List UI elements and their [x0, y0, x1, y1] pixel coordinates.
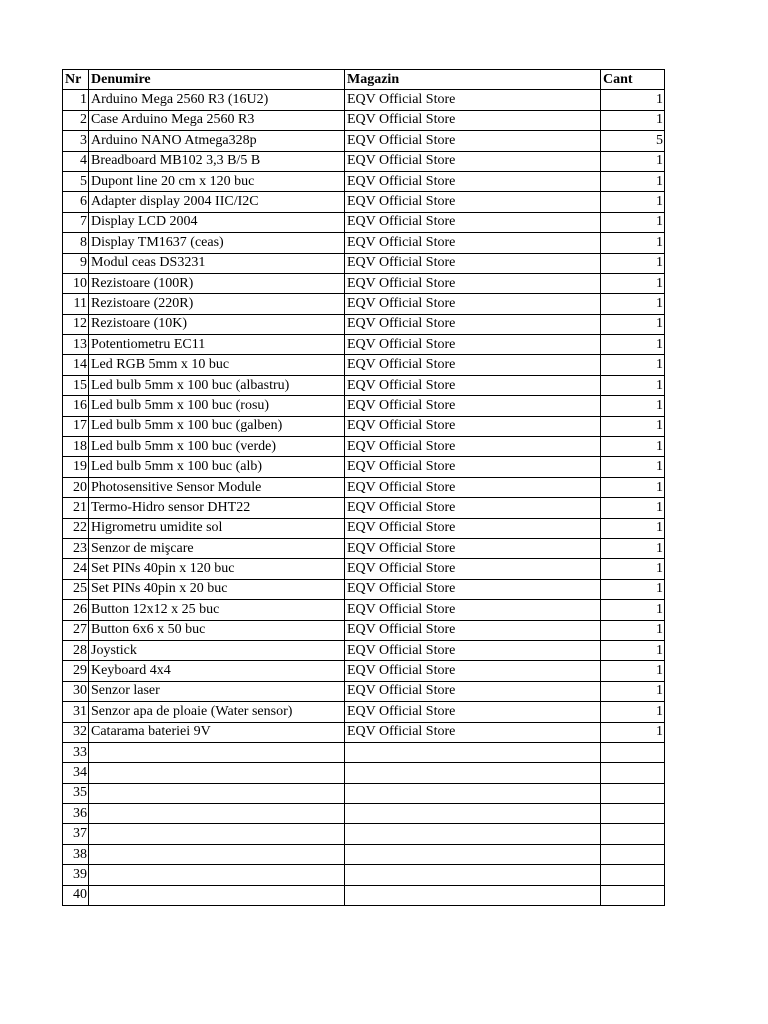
- store-name-cell: EQV Official Store: [345, 661, 601, 681]
- store-name-cell: EQV Official Store: [345, 375, 601, 395]
- row-number-cell: 35: [63, 783, 89, 803]
- item-name-cell: Arduino NANO Atmega328p: [89, 131, 345, 151]
- quantity-cell: 1: [601, 457, 665, 477]
- item-name-cell: Case Arduino Mega 2560 R3: [89, 110, 345, 130]
- table-row: [63, 804, 665, 824]
- table-row: [63, 253, 665, 273]
- table-row: [63, 477, 665, 497]
- item-name-cell: Adapter display 2004 IIC/I2C: [89, 192, 345, 212]
- row-number-cell: 8: [63, 233, 89, 253]
- quantity-cell: 1: [601, 233, 665, 253]
- quantity-cell: [601, 865, 665, 885]
- quantity-cell: 1: [601, 640, 665, 660]
- inventory-table: [62, 69, 665, 906]
- row-number-cell: 40: [63, 885, 89, 905]
- quantity-cell: 1: [601, 171, 665, 191]
- store-name-cell: [345, 742, 601, 762]
- quantity-cell: [601, 742, 665, 762]
- store-name-cell: EQV Official Store: [345, 722, 601, 742]
- row-number-cell: 32: [63, 722, 89, 742]
- table-row: [63, 559, 665, 579]
- store-name-cell: EQV Official Store: [345, 416, 601, 436]
- store-name-cell: EQV Official Store: [345, 477, 601, 497]
- item-name-cell: Senzor de mişcare: [89, 538, 345, 558]
- quantity-cell: 1: [601, 314, 665, 334]
- store-name-cell: EQV Official Store: [345, 151, 601, 171]
- item-name-cell: Senzor laser: [89, 681, 345, 701]
- item-name-cell: [89, 844, 345, 864]
- table-row: [63, 396, 665, 416]
- quantity-cell: 1: [601, 498, 665, 518]
- row-number-cell: 23: [63, 538, 89, 558]
- quantity-cell: 1: [601, 355, 665, 375]
- table-row: [63, 885, 665, 905]
- table-row: [63, 171, 665, 191]
- table-row: [63, 457, 665, 477]
- item-name-cell: Keyboard 4x4: [89, 661, 345, 681]
- row-number-cell: 36: [63, 804, 89, 824]
- quantity-cell: 1: [601, 416, 665, 436]
- table-row: [63, 702, 665, 722]
- item-name-cell: Dupont line 20 cm x 120 buc: [89, 171, 345, 191]
- store-name-cell: EQV Official Store: [345, 620, 601, 640]
- row-number-cell: 34: [63, 763, 89, 783]
- store-name-cell: EQV Official Store: [345, 498, 601, 518]
- store-name-cell: [345, 844, 601, 864]
- store-name-cell: [345, 783, 601, 803]
- quantity-cell: [601, 763, 665, 783]
- item-name-cell: Set PINs 40pin x 20 buc: [89, 579, 345, 599]
- store-name-cell: EQV Official Store: [345, 600, 601, 620]
- store-name-cell: EQV Official Store: [345, 640, 601, 660]
- table-row: [63, 824, 665, 844]
- table-row: [63, 212, 665, 232]
- store-name-cell: [345, 865, 601, 885]
- table-row: [63, 294, 665, 314]
- item-name-cell: Modul ceas DS3231: [89, 253, 345, 273]
- table-row: [63, 600, 665, 620]
- row-number-cell: 21: [63, 498, 89, 518]
- row-number-cell: 20: [63, 477, 89, 497]
- quantity-cell: 1: [601, 600, 665, 620]
- row-number-cell: 17: [63, 416, 89, 436]
- store-name-cell: EQV Official Store: [345, 681, 601, 701]
- store-name-cell: [345, 885, 601, 905]
- item-name-cell: [89, 742, 345, 762]
- table-body: [63, 90, 665, 906]
- table-row: [63, 763, 665, 783]
- row-number-cell: 26: [63, 600, 89, 620]
- store-name-cell: EQV Official Store: [345, 273, 601, 293]
- row-number-cell: 15: [63, 375, 89, 395]
- item-name-cell: Breadboard MB102 3,3 B/5 B: [89, 151, 345, 171]
- row-number-cell: 7: [63, 212, 89, 232]
- table-row: [63, 865, 665, 885]
- table-row: [63, 722, 665, 742]
- store-name-cell: EQV Official Store: [345, 457, 601, 477]
- row-number-cell: 4: [63, 151, 89, 171]
- row-number-cell: 16: [63, 396, 89, 416]
- quantity-cell: 1: [601, 335, 665, 355]
- item-name-cell: Joystick: [89, 640, 345, 660]
- store-name-cell: EQV Official Store: [345, 171, 601, 191]
- quantity-cell: 1: [601, 212, 665, 232]
- store-name-cell: EQV Official Store: [345, 335, 601, 355]
- quantity-cell: 1: [601, 579, 665, 599]
- quantity-cell: [601, 804, 665, 824]
- table-row: [63, 90, 665, 110]
- row-number-cell: 2: [63, 110, 89, 130]
- quantity-cell: 1: [601, 559, 665, 579]
- table-row: [63, 640, 665, 660]
- row-number-cell: 38: [63, 844, 89, 864]
- table-row: [63, 273, 665, 293]
- item-name-cell: Button 6x6 x 50 buc: [89, 620, 345, 640]
- item-name-cell: Higrometru umidite sol: [89, 518, 345, 538]
- store-name-cell: EQV Official Store: [345, 253, 601, 273]
- store-name-cell: EQV Official Store: [345, 233, 601, 253]
- store-name-cell: EQV Official Store: [345, 702, 601, 722]
- store-name-cell: EQV Official Store: [345, 314, 601, 334]
- table-row: [63, 131, 665, 151]
- store-name-cell: EQV Official Store: [345, 110, 601, 130]
- table-row: [63, 355, 665, 375]
- item-name-cell: Rezistoare (100R): [89, 273, 345, 293]
- row-number-cell: 28: [63, 640, 89, 660]
- table-row: [63, 620, 665, 640]
- item-name-cell: Photosensitive Sensor Module: [89, 477, 345, 497]
- table-row: [63, 783, 665, 803]
- table-row: [63, 151, 665, 171]
- store-name-cell: EQV Official Store: [345, 437, 601, 457]
- item-name-cell: Rezistoare (220R): [89, 294, 345, 314]
- header-qty: Cant: [601, 70, 665, 90]
- store-name-cell: [345, 804, 601, 824]
- item-name-cell: Display TM1637 (ceas): [89, 233, 345, 253]
- quantity-cell: 1: [601, 273, 665, 293]
- row-number-cell: 31: [63, 702, 89, 722]
- store-name-cell: EQV Official Store: [345, 396, 601, 416]
- row-number-cell: 22: [63, 518, 89, 538]
- row-number-cell: 3: [63, 131, 89, 151]
- quantity-cell: 1: [601, 722, 665, 742]
- item-name-cell: Set PINs 40pin x 120 buc: [89, 559, 345, 579]
- table-row: [63, 579, 665, 599]
- quantity-cell: [601, 885, 665, 905]
- row-number-cell: 39: [63, 865, 89, 885]
- item-name-cell: Led bulb 5mm x 100 buc (alb): [89, 457, 345, 477]
- quantity-cell: 1: [601, 518, 665, 538]
- table-row: [63, 314, 665, 334]
- store-name-cell: EQV Official Store: [345, 212, 601, 232]
- quantity-cell: 1: [601, 253, 665, 273]
- table-row: [63, 518, 665, 538]
- quantity-cell: 1: [601, 151, 665, 171]
- row-number-cell: 27: [63, 620, 89, 640]
- item-name-cell: Potentiometru EC11: [89, 335, 345, 355]
- table-row: [63, 681, 665, 701]
- row-number-cell: 33: [63, 742, 89, 762]
- row-number-cell: 13: [63, 335, 89, 355]
- quantity-cell: 1: [601, 661, 665, 681]
- table-row: [63, 375, 665, 395]
- store-name-cell: EQV Official Store: [345, 355, 601, 375]
- item-name-cell: Led bulb 5mm x 100 buc (galben): [89, 416, 345, 436]
- store-name-cell: [345, 824, 601, 844]
- quantity-cell: 1: [601, 110, 665, 130]
- table-row: [63, 335, 665, 355]
- item-name-cell: Led bulb 5mm x 100 buc (verde): [89, 437, 345, 457]
- row-number-cell: 30: [63, 681, 89, 701]
- item-name-cell: [89, 824, 345, 844]
- item-name-cell: Termo-Hidro sensor DHT22: [89, 498, 345, 518]
- row-number-cell: 6: [63, 192, 89, 212]
- header-store: Magazin: [345, 70, 601, 90]
- item-name-cell: Arduino Mega 2560 R3 (16U2): [89, 90, 345, 110]
- table-row: [63, 192, 665, 212]
- store-name-cell: EQV Official Store: [345, 294, 601, 314]
- table-row: [63, 110, 665, 130]
- quantity-cell: 1: [601, 90, 665, 110]
- store-name-cell: EQV Official Store: [345, 559, 601, 579]
- store-name-cell: [345, 763, 601, 783]
- item-name-cell: Led RGB 5mm x 10 buc: [89, 355, 345, 375]
- item-name-cell: [89, 865, 345, 885]
- row-number-cell: 14: [63, 355, 89, 375]
- row-number-cell: 5: [63, 171, 89, 191]
- header-row: [63, 70, 665, 90]
- quantity-cell: [601, 824, 665, 844]
- quantity-cell: 1: [601, 192, 665, 212]
- header-nr: Nr: [63, 70, 89, 90]
- store-name-cell: EQV Official Store: [345, 192, 601, 212]
- quantity-cell: 1: [601, 620, 665, 640]
- item-name-cell: Catarama bateriei 9V: [89, 722, 345, 742]
- quantity-cell: 1: [601, 437, 665, 457]
- quantity-cell: 1: [601, 538, 665, 558]
- quantity-cell: [601, 844, 665, 864]
- quantity-cell: 1: [601, 396, 665, 416]
- row-number-cell: 10: [63, 273, 89, 293]
- item-name-cell: [89, 783, 345, 803]
- row-number-cell: 18: [63, 437, 89, 457]
- table-row: [63, 416, 665, 436]
- row-number-cell: 29: [63, 661, 89, 681]
- quantity-cell: 5: [601, 131, 665, 151]
- quantity-cell: 1: [601, 375, 665, 395]
- row-number-cell: 24: [63, 559, 89, 579]
- row-number-cell: 25: [63, 579, 89, 599]
- row-number-cell: 11: [63, 294, 89, 314]
- row-number-cell: 19: [63, 457, 89, 477]
- item-name-cell: [89, 804, 345, 824]
- row-number-cell: 37: [63, 824, 89, 844]
- item-name-cell: Senzor apa de ploaie (Water sensor): [89, 702, 345, 722]
- item-name-cell: [89, 763, 345, 783]
- table-row: [63, 844, 665, 864]
- table-row: [63, 233, 665, 253]
- quantity-cell: 1: [601, 702, 665, 722]
- table-row: [63, 661, 665, 681]
- table-header: [63, 70, 665, 90]
- item-name-cell: Led bulb 5mm x 100 buc (albastru): [89, 375, 345, 395]
- store-name-cell: EQV Official Store: [345, 90, 601, 110]
- item-name-cell: Rezistoare (10K): [89, 314, 345, 334]
- quantity-cell: 1: [601, 477, 665, 497]
- item-name-cell: Button 12x12 x 25 buc: [89, 600, 345, 620]
- item-name-cell: Display LCD 2004: [89, 212, 345, 232]
- table-row: [63, 538, 665, 558]
- item-name-cell: [89, 885, 345, 905]
- quantity-cell: 1: [601, 294, 665, 314]
- table-row: [63, 498, 665, 518]
- quantity-cell: 1: [601, 681, 665, 701]
- table-row: [63, 437, 665, 457]
- store-name-cell: EQV Official Store: [345, 131, 601, 151]
- quantity-cell: [601, 783, 665, 803]
- table-row: [63, 742, 665, 762]
- row-number-cell: 1: [63, 90, 89, 110]
- header-name: Denumire: [89, 70, 345, 90]
- row-number-cell: 12: [63, 314, 89, 334]
- store-name-cell: EQV Official Store: [345, 538, 601, 558]
- store-name-cell: EQV Official Store: [345, 518, 601, 538]
- item-name-cell: Led bulb 5mm x 100 buc (rosu): [89, 396, 345, 416]
- row-number-cell: 9: [63, 253, 89, 273]
- store-name-cell: EQV Official Store: [345, 579, 601, 599]
